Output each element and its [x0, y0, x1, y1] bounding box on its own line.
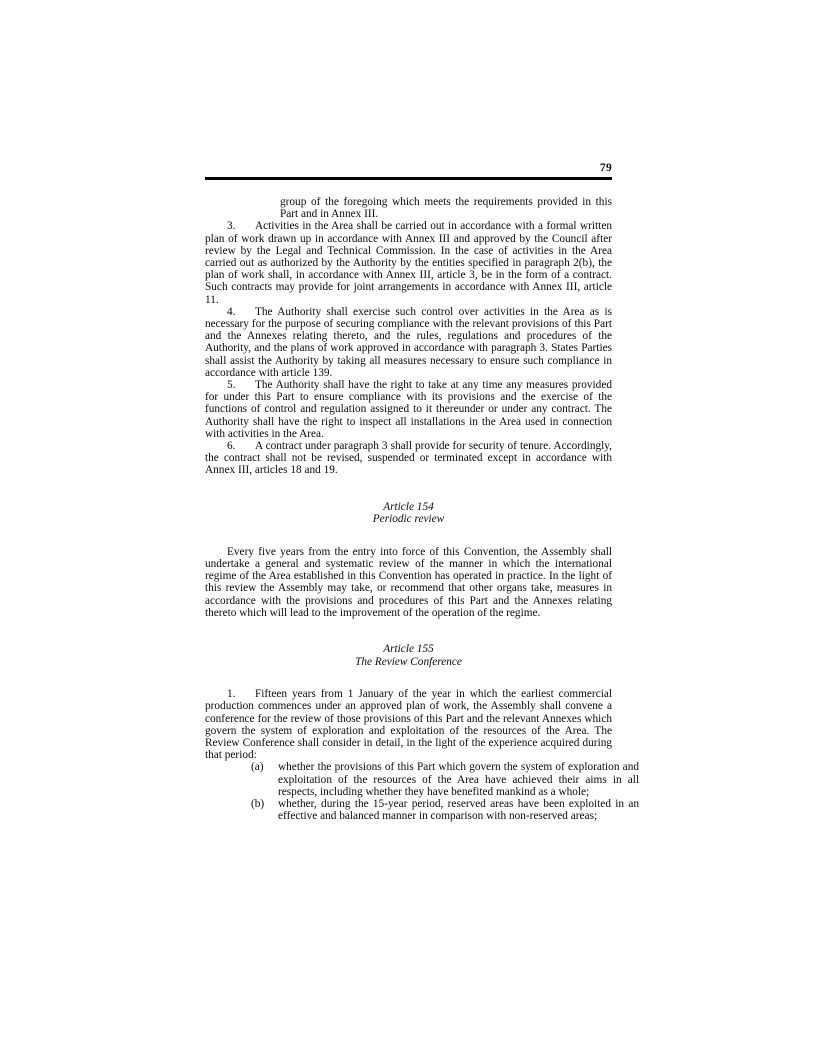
- paragraph-3: [205, 220, 612, 305]
- spacer: [205, 668, 612, 688]
- paragraph-4-number: 4.: [227, 305, 236, 318]
- paragraph-6-text: A contract under paragraph 3 shall provide for security of tenure. Accordingly, the contract shall not be revised, suspended or terminated except in accordance with Annex III, articles 18 and 19.: [205, 440, 612, 477]
- paragraph-3-text: Activities in the Area shall be carried out in accordance with a formal written plan of work drawn up in accordance with Annex III and approved by the Council after review by the Legal and Technical Commission. In the case of activities in the Area carried out as authorized by the Authority by the entities specified in paragraph 2(b), the plan of work shall, in accordance with Annex III, article 3, be in the form of a contract. Such contracts may provide for joint arrangements in accordance with Annex III, article 11.: [205, 220, 612, 306]
- article-154-body: Every five years from the entry into force of this Convention, the Assembly shall undertake a general and systematic review of the manner in which the international regime of the Area established in this Convention has operated in practice. In the light of this review the Assembly may take, or recommend that other organs take, measures in accordance with the provisions and procedures of this Part and the Annexes relating thereto which will lead to the improvement of the operation of the regime.: [205, 545, 612, 619]
- list-item: [251, 761, 639, 798]
- paragraph-3-number: 3.: [227, 220, 236, 233]
- paragraph-4: [205, 306, 612, 379]
- spacer: [205, 526, 612, 546]
- article-154-title: Periodic review: [372, 513, 445, 526]
- article-155-heading: [205, 643, 612, 668]
- paragraph-5-text: The Authority shall have the right to take at any time any measures provided for under this Part to ensure compliance with its provisions and the exercise of the functions of control and regulation assigned to it thereunder or under any contract. The Authority shall have the right to inspect all installations in the Area used in connection with activities in the Area.: [205, 379, 612, 440]
- page-header: [205, 162, 612, 180]
- article-155-title: The Review Conference: [355, 655, 462, 668]
- article-154-heading: [205, 501, 612, 526]
- article-155-paragraph-1: [205, 688, 612, 761]
- list-item-marker: (a): [251, 761, 264, 774]
- list-item-marker: (b): [251, 798, 265, 811]
- article-155-paragraph-1-text: Fifteen years from 1 January of the year in which the earliest commercial production commences under an approved plan of work, the Assembly shall convene a conference for the review of those provisions of this Part and the relevant Annexes which govern the system of exploration and exploitation of the resources of the Area. The Review Conference shall consider in detail, in the light of the experience acquired during that period:: [205, 688, 612, 762]
- list-item: [251, 798, 639, 822]
- paragraph-5-number: 5.: [227, 379, 236, 392]
- list-item-text: whether, during the 15-year period, reserved areas have been exploited in an effective and balanced manner in comparison with non-reserved areas;: [278, 798, 639, 823]
- header-rule: [205, 177, 612, 180]
- list-item-text: whether the provisions of this Part which govern the system of exploration and exploitation of the resources of the Area have achieved their aims in all respects, including whether they have benefited mankind as a whole;: [278, 761, 639, 798]
- article-154-number: Article 154: [383, 500, 434, 513]
- page-number: 79: [599, 162, 612, 174]
- carryover-paragraph: group of the foregoing which meets the requirements provided in this Part and in Annex III.: [280, 196, 612, 221]
- page-body: [205, 196, 639, 823]
- paragraph-6: [205, 440, 612, 477]
- spacer: [205, 477, 612, 501]
- spacer: [205, 619, 612, 643]
- paragraph-6-number: 6.: [227, 440, 236, 453]
- article-155-number: Article 155: [383, 643, 434, 656]
- article-155-paragraph-1-number: 1.: [227, 688, 236, 701]
- paragraph-4-text: The Authority shall exercise such control over activities in the Area as is necessary for the purpose of securing compliance with the relevant provisions of this Part and the Annexes relating thereto, and the rules, regulations and procedures of the Authority, and the plans of work approved in accordance with paragraph 3. States Parties shall assist the Authority by taking all measures necessary to ensure such compliance in accordance with article 139.: [205, 305, 612, 379]
- paragraph-5: [205, 379, 612, 440]
